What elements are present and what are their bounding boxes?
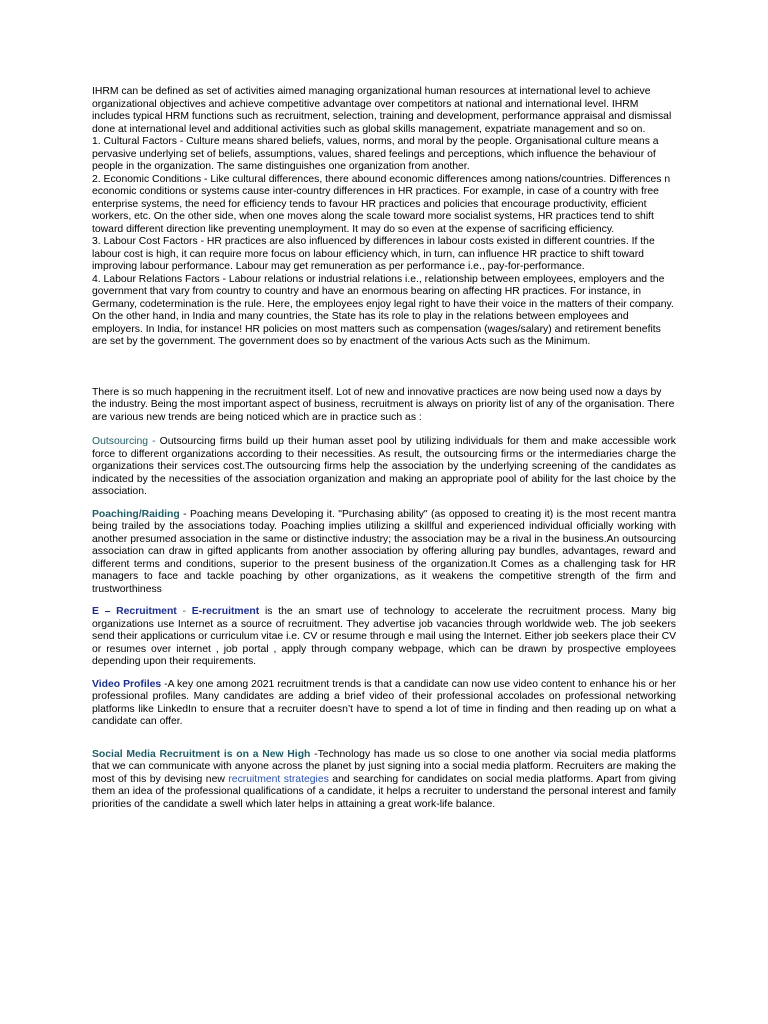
recruitment-strategies-link[interactable]: recruitment strategies <box>228 773 329 785</box>
paragraph-gap <box>92 739 676 749</box>
economic-conditions-paragraph: 2. Economic Conditions - Like cultural differences, there abound economic differences among nations/countries. Differences n economic conditions or systems cause inter-country differences in HR practices. For example, in case of a country with free enterprise systems, the need for efficiency tends to favour HR practices and policies that encourage productivity, efficient workers, etc. On the other side, when one moves along the scale toward more socialist systems, HR practices tend to shift toward different direction like preventing unemployment. It may do so even at the expense of sacrificing efficiency. <box>92 173 671 235</box>
outsourcing-heading: Outsourcing - <box>92 436 156 447</box>
india-paragraph: On the other hand, in India and many countries, the State has its role to play in the relations between employees and employers. In India, for instance! HR policies on most matters such as compensation (wages/salary) and retirement benefits are set by the government. The government does so by enactment of the various Acts such as the Minimum. <box>92 311 661 347</box>
social-media-body-1: -Technology has made us so close to one another via social media platforms that we can communicate with anyone across the planet by just signing into a social media platform. Recruiters are making the most of this by devising new <box>92 748 676 785</box>
labour-relations-paragraph: 4. Labour Relations Factors - Labour relations or industrial relations i.e., relationship between employees, employers and the government that vary from country to country and have an enormous bearing on affecting HR practices. For instance, in Germany, codetermination is the rule. Here, the employees enjoy legal right to have their voice in the matters of their company. <box>92 273 674 310</box>
erecruitment-paragraph <box>92 606 676 669</box>
labour-cost-paragraph: 3. Labour Cost Factors - HR practices are also influenced by differences in labour costs existed in different countries. If the labour cost is high, it can require more focus on labour efficiency which, in turn, can influence HR practice to shift toward improving labour performance. Labour may get remuneration as per performance i.e., pay-for-performance. <box>92 236 655 272</box>
social-media-body-2: and searching for candidates on social media platforms. Apart from giving them an idea of the professional qualifications of a candidate, it helps a recruiter to understand the personal interest and family priorities of the candidate a swell which later helps in attaining a great work-life balance. <box>92 773 676 810</box>
erecruitment-separator: - <box>176 606 192 617</box>
erecruitment-subheading: E-recruitment <box>191 606 260 617</box>
cultural-factors-paragraph: 1. Cultural Factors - Culture means shared beliefs, values, norms, and moral by the people. Organisational culture means a pervasive underlying set of beliefs, assumptions, values, shared feelings and perceptions, which influence the behaviour of people in the organization. The same distinguishes one organization from another. <box>92 136 659 172</box>
poaching-paragraph <box>92 509 676 597</box>
outsourcing-body: Outsourcing firms build up their human asset pool by utilizing individuals for them and make accessible work force to different organizations according to their necessities. As result, the outsourcing firms or the intermediaries charge the organizations their services cost.The outsourcing firms help the association by the underlying screening of the candidates as indicated by the necessities of the association organization and making an appropriate pool of ability for the last choice by the association. <box>92 436 676 497</box>
erecruitment-body: is the an smart use of technology to accelerate the recruitment process. Many big organizations use Internet as a source of recruitment. They advertise job vacancies through worldwide web. The job seekers send their applications or curriculum vitae i.e. CV or resume through e mail using the Internet. Either job seekers place their CV or resumes over internet , job portal , apply through company webpage, which can be drawn by prospective employees depending upon their requirements. <box>92 606 677 667</box>
ihrm-section <box>92 86 676 349</box>
erecruitment-heading: E – Recruitment <box>92 606 177 617</box>
ihrm-definition-paragraph: IHRM can be defined as set of activities aimed managing organizational human resources at international level to achieve organizational objectives and achieve competitive advantage over competitors at national and international level. IHRM includes typical HRM functions such as recruitment, selection, training and development, performance appraisal and dismissal done at international level and additional activities such as global skills management, expatriate management and so on. <box>92 86 672 135</box>
video-profiles-paragraph <box>92 679 676 729</box>
outsourcing-paragraph <box>92 436 676 499</box>
poaching-heading: Poaching/Raiding <box>92 508 180 520</box>
video-profiles-body: -A key one among 2021 recruitment trends is that a candidate can now use video content to enhance his or her professional profiles. Many candidates are adding a brief video of their professional accolades on professional networking platforms like LinkedIn to ensure that a recruiter doesn’t have to spend a lot of time in finding and then reading up on what a candidate can offer. <box>92 678 677 727</box>
poaching-body: - Poaching means Developing it. "Purchasing ability" (as opposed to creating it) is the most recent mantra being trailed by the associations today. Poaching implies utilizing a skillful and experienced individual officially working with another presumed association in the same or distinctive industry; the association may be a rival in the business.An outsourcing association can draw in gifted applicants from another association by offering alluring pay bundles, advantages, reward and different terms and conditions, superior to the present business of the organization.It Comes as a challenging task for HR managers to face and tackle poaching by other organizations, as it weakens the competitive strength of the firm and trustworthiness <box>92 508 676 595</box>
recruitment-intro-paragraph: There is so much happening in the recruitment itself. Lot of new and innovative practices are now being used now a days by the industry. Being the most important aspect of business, recruitment is always on priority list of any of the organisation. There are various new trends are being noticed which are in practice such as : <box>92 386 675 423</box>
social-media-heading: Social Media Recruitment is on a New High <box>92 748 311 760</box>
video-profiles-heading: Video Profiles <box>92 678 162 690</box>
social-media-paragraph <box>92 749 676 812</box>
section-gap <box>92 349 676 387</box>
